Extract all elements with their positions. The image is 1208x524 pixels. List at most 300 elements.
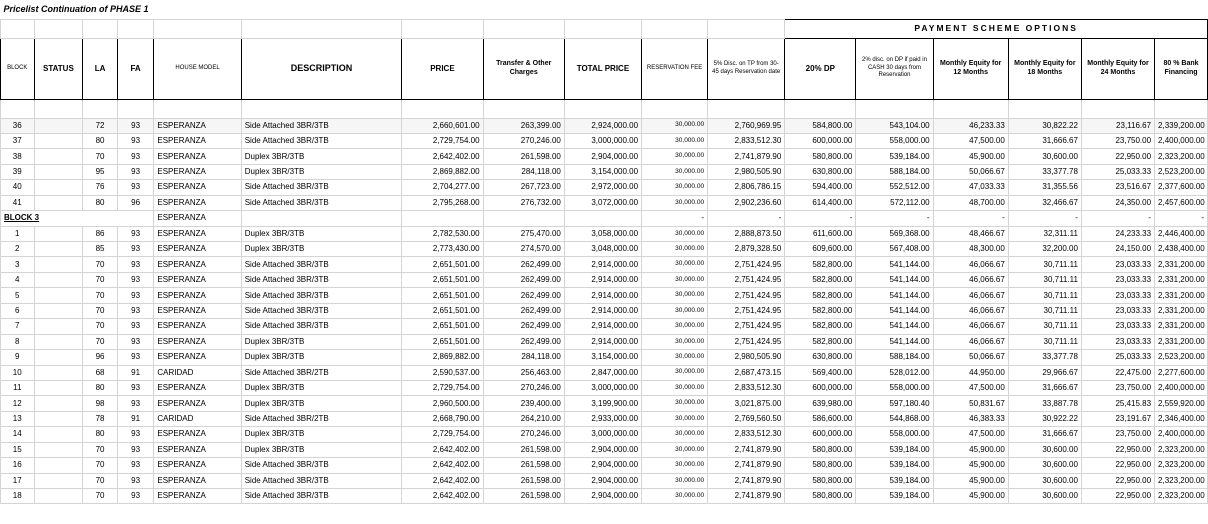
table-cell[interactable]: ESPERANZA <box>154 118 241 133</box>
table-cell[interactable]: 582,800.00 <box>785 272 856 287</box>
table-cell[interactable]: Duplex 3BR/3TB <box>241 334 402 349</box>
table-cell[interactable]: 614,400.00 <box>785 195 856 210</box>
table-cell[interactable]: 584,800.00 <box>785 118 856 133</box>
table-cell[interactable]: 31,666.67 <box>1008 380 1081 395</box>
table-cell[interactable]: - <box>1081 211 1154 226</box>
table-cell[interactable] <box>34 257 83 272</box>
table-cell[interactable]: 2,323,200.00 <box>1155 489 1208 504</box>
table-cell[interactable]: 30,000.00 <box>642 180 708 195</box>
table-cell[interactable]: 93 <box>117 242 154 257</box>
table-cell[interactable]: Side Attached 3BR/2TB <box>241 365 402 380</box>
table-cell[interactable]: Side Attached 3BR/3TB <box>241 473 402 488</box>
header-price[interactable]: PRICE <box>402 38 483 99</box>
table-cell[interactable]: 29,966.67 <box>1008 365 1081 380</box>
table-cell[interactable]: 30,922.22 <box>1008 411 1081 426</box>
table-cell[interactable]: 582,800.00 <box>785 257 856 272</box>
table-cell[interactable]: 46,066.67 <box>933 257 1008 272</box>
table-cell[interactable]: ESPERANZA <box>154 489 241 504</box>
table-cell[interactable]: 30,000.00 <box>642 319 708 334</box>
table-cell[interactable]: 630,800.00 <box>785 164 856 179</box>
table-cell[interactable]: 274,570.00 <box>483 242 564 257</box>
table-cell[interactable]: 544,868.00 <box>856 411 933 426</box>
table-cell[interactable]: ESPERANZA <box>154 303 241 318</box>
table-cell[interactable]: 267,723.00 <box>483 180 564 195</box>
table-cell[interactable]: 17 <box>1 473 35 488</box>
header-disc-dp[interactable]: 2% disc. on DP if paid in CASH 30 days from Reservation <box>856 38 933 99</box>
table-cell[interactable]: 588,184.00 <box>856 350 933 365</box>
table-cell[interactable]: 40 <box>1 180 35 195</box>
table-cell[interactable]: - <box>708 211 785 226</box>
table-cell[interactable]: 23,033.33 <box>1081 272 1154 287</box>
table-cell[interactable]: 600,000.00 <box>785 427 856 442</box>
table-cell[interactable]: 2,795,268.00 <box>402 195 483 210</box>
table-cell[interactable]: 2,741,879.90 <box>708 442 785 457</box>
table-cell[interactable]: 46,233.33 <box>933 118 1008 133</box>
table-cell[interactable]: Duplex 3BR/3TB <box>241 396 402 411</box>
table-cell[interactable]: 594,400.00 <box>785 180 856 195</box>
table-cell[interactable]: 2,559,920.00 <box>1155 396 1208 411</box>
table-cell[interactable]: 14 <box>1 427 35 442</box>
table-cell[interactable]: 30,000.00 <box>642 303 708 318</box>
table-cell[interactable]: 46,066.67 <box>933 303 1008 318</box>
table-cell[interactable]: 541,144.00 <box>856 288 933 303</box>
table-cell[interactable]: 93 <box>117 149 154 164</box>
table-cell[interactable]: 30,000.00 <box>642 149 708 164</box>
table-cell[interactable]: 270,246.00 <box>483 427 564 442</box>
table-cell[interactable]: ESPERANZA <box>154 164 241 179</box>
table-cell[interactable]: 2,651,501.00 <box>402 334 483 349</box>
table-cell[interactable]: 46,383.33 <box>933 411 1008 426</box>
table-cell[interactable]: 541,144.00 <box>856 257 933 272</box>
table-cell[interactable]: ESPERANZA <box>154 473 241 488</box>
table-cell[interactable]: 3,154,000.00 <box>564 350 641 365</box>
table-cell[interactable]: Side Attached 3BR/3TB <box>241 195 402 210</box>
table-cell[interactable]: 70 <box>83 458 118 473</box>
table-cell[interactable]: 70 <box>83 442 118 457</box>
table-cell[interactable]: 30,000.00 <box>642 257 708 272</box>
table-cell[interactable]: 2,687,473.15 <box>708 365 785 380</box>
table-cell[interactable]: 261,598.00 <box>483 489 564 504</box>
table-cell[interactable]: 37 <box>1 133 35 148</box>
table-cell[interactable] <box>402 211 483 226</box>
table-cell[interactable]: 2,438,400.00 <box>1155 242 1208 257</box>
table-cell[interactable]: 30,600.00 <box>1008 149 1081 164</box>
header-house-model[interactable]: HOUSE MODEL <box>154 38 241 99</box>
table-cell[interactable]: 93 <box>117 257 154 272</box>
table-cell[interactable]: Side Attached 3BR/3TB <box>241 180 402 195</box>
table-cell[interactable]: 80 <box>83 427 118 442</box>
table-cell[interactable]: ESPERANZA <box>154 226 241 241</box>
table-cell[interactable]: 539,184.00 <box>856 442 933 457</box>
table-cell[interactable]: 98 <box>83 396 118 411</box>
table-cell[interactable] <box>34 411 83 426</box>
table-cell[interactable]: 558,000.00 <box>856 133 933 148</box>
table-cell[interactable]: 31,355.56 <box>1008 180 1081 195</box>
table-cell[interactable]: Side Attached 3BR/3TB <box>241 303 402 318</box>
table-cell[interactable]: 93 <box>117 396 154 411</box>
table-cell[interactable]: 93 <box>117 458 154 473</box>
table-cell[interactable]: 30,000.00 <box>642 242 708 257</box>
table-cell[interactable] <box>34 118 83 133</box>
table-cell[interactable]: 262,499.00 <box>483 272 564 287</box>
table-cell[interactable]: ESPERANZA <box>154 149 241 164</box>
table-cell[interactable]: 8 <box>1 334 35 349</box>
table-cell[interactable]: Duplex 3BR/3TB <box>241 427 402 442</box>
table-cell[interactable]: 541,144.00 <box>856 303 933 318</box>
table-cell[interactable]: 2,642,402.00 <box>402 473 483 488</box>
table-cell[interactable]: 2,924,000.00 <box>564 118 641 133</box>
table-cell[interactable]: 2,651,501.00 <box>402 288 483 303</box>
table-cell[interactable]: 541,144.00 <box>856 272 933 287</box>
table-cell[interactable]: 30,000.00 <box>642 489 708 504</box>
table-cell[interactable]: 2,888,873.50 <box>708 226 785 241</box>
table-cell[interactable]: 32,311.11 <box>1008 226 1081 241</box>
table-cell[interactable]: 2,904,000.00 <box>564 149 641 164</box>
table-cell[interactable]: 2,902,236.60 <box>708 195 785 210</box>
table-cell[interactable]: 582,800.00 <box>785 334 856 349</box>
table-cell[interactable]: 5 <box>1 288 35 303</box>
header-transfer[interactable]: Transfer & Other Charges <box>483 38 564 99</box>
table-cell[interactable]: 2,590,537.00 <box>402 365 483 380</box>
table-cell[interactable]: 2,741,879.90 <box>708 489 785 504</box>
table-cell[interactable]: 47,033.33 <box>933 180 1008 195</box>
table-cell[interactable]: 2,869,882.00 <box>402 350 483 365</box>
table-cell[interactable] <box>34 195 83 210</box>
table-cell[interactable]: 2,331,200.00 <box>1155 272 1208 287</box>
table-cell[interactable]: 24,233.33 <box>1081 226 1154 241</box>
table-cell[interactable]: 30,000.00 <box>642 396 708 411</box>
table-cell[interactable]: 30,000.00 <box>642 133 708 148</box>
table-cell[interactable]: 25,033.33 <box>1081 164 1154 179</box>
table-cell[interactable]: 45,900.00 <box>933 442 1008 457</box>
table-cell[interactable]: 45,900.00 <box>933 149 1008 164</box>
table-cell[interactable]: 30,000.00 <box>642 118 708 133</box>
table-cell[interactable]: Duplex 3BR/3TB <box>241 380 402 395</box>
table-cell[interactable]: 2,277,600.00 <box>1155 365 1208 380</box>
table-cell[interactable]: 30,711.11 <box>1008 257 1081 272</box>
table-cell[interactable]: 70 <box>83 257 118 272</box>
table-cell[interactable] <box>34 180 83 195</box>
table-cell[interactable]: ESPERANZA <box>154 319 241 334</box>
table-cell[interactable]: 262,499.00 <box>483 257 564 272</box>
table-cell[interactable]: 22,950.00 <box>1081 442 1154 457</box>
table-cell[interactable]: 2,323,200.00 <box>1155 473 1208 488</box>
table-cell[interactable]: 93 <box>117 442 154 457</box>
table-cell[interactable]: 2,651,501.00 <box>402 257 483 272</box>
table-cell[interactable] <box>34 164 83 179</box>
table-cell[interactable]: 2,914,000.00 <box>564 303 641 318</box>
table-cell[interactable]: 2,377,600.00 <box>1155 180 1208 195</box>
table-cell[interactable]: 2,729,754.00 <box>402 380 483 395</box>
table-cell[interactable]: 80 <box>83 195 118 210</box>
table-cell[interactable]: 2,773,430.00 <box>402 242 483 257</box>
table-cell[interactable]: 261,598.00 <box>483 458 564 473</box>
table-cell[interactable]: ESPERANZA <box>154 380 241 395</box>
table-cell[interactable]: 25,415.83 <box>1081 396 1154 411</box>
header-la[interactable]: LA <box>83 38 118 99</box>
table-cell[interactable]: 2,642,402.00 <box>402 149 483 164</box>
table-cell[interactable] <box>34 149 83 164</box>
table-cell[interactable]: 30,600.00 <box>1008 473 1081 488</box>
header-me24[interactable]: Monthly Equity for 24 Months <box>1081 38 1154 99</box>
table-cell[interactable]: 46,066.67 <box>933 288 1008 303</box>
table-cell[interactable]: Side Attached 3BR/3TB <box>241 272 402 287</box>
table-cell[interactable]: 93 <box>117 380 154 395</box>
table-cell[interactable]: 93 <box>117 272 154 287</box>
table-cell[interactable]: 32,200.00 <box>1008 242 1081 257</box>
table-cell[interactable]: 262,499.00 <box>483 288 564 303</box>
table-cell[interactable]: ESPERANZA <box>154 427 241 442</box>
table-cell[interactable]: 22,950.00 <box>1081 458 1154 473</box>
table-cell[interactable]: 541,144.00 <box>856 334 933 349</box>
table-cell[interactable]: 572,112.00 <box>856 195 933 210</box>
table-cell[interactable]: 2,642,402.00 <box>402 442 483 457</box>
table-cell[interactable]: 45,900.00 <box>933 489 1008 504</box>
table-cell[interactable]: 2,704,277.00 <box>402 180 483 195</box>
table-cell[interactable]: 2,323,200.00 <box>1155 149 1208 164</box>
table-cell[interactable]: Side Attached 3BR/3TB <box>241 288 402 303</box>
table-cell[interactable]: 609,600.00 <box>785 242 856 257</box>
table-cell[interactable]: 2,833,512.30 <box>708 427 785 442</box>
table-cell[interactable]: 33,377.78 <box>1008 350 1081 365</box>
table-cell[interactable]: 270,246.00 <box>483 133 564 148</box>
table-cell[interactable]: 47,500.00 <box>933 380 1008 395</box>
table-cell[interactable]: 30,711.11 <box>1008 288 1081 303</box>
table-cell[interactable]: 45,900.00 <box>933 473 1008 488</box>
table-cell[interactable]: 30,600.00 <box>1008 458 1081 473</box>
header-disc-tp[interactable]: 5% Disc. on TP from 30-45 days Reservation date <box>708 38 785 99</box>
table-cell[interactable]: 2,904,000.00 <box>564 473 641 488</box>
table-cell[interactable]: 50,831.67 <box>933 396 1008 411</box>
table-cell[interactable]: 2,323,200.00 <box>1155 458 1208 473</box>
table-cell[interactable]: 12 <box>1 396 35 411</box>
table-cell[interactable] <box>34 334 83 349</box>
table-cell[interactable]: 2,651,501.00 <box>402 272 483 287</box>
table-cell[interactable]: 2,331,200.00 <box>1155 303 1208 318</box>
table-cell[interactable]: 2,914,000.00 <box>564 257 641 272</box>
table-cell[interactable]: 23,033.33 <box>1081 288 1154 303</box>
table-cell[interactable] <box>34 396 83 411</box>
table-cell[interactable]: 2,914,000.00 <box>564 334 641 349</box>
table-cell[interactable]: 46,066.67 <box>933 334 1008 349</box>
table-cell[interactable]: 47,500.00 <box>933 427 1008 442</box>
table-cell[interactable]: 78 <box>83 411 118 426</box>
table-cell[interactable]: 25,033.33 <box>1081 350 1154 365</box>
table-cell[interactable]: ESPERANZA <box>154 458 241 473</box>
table-cell[interactable] <box>241 211 402 226</box>
table-cell[interactable]: 30,000.00 <box>642 164 708 179</box>
table-cell[interactable]: 2,782,530.00 <box>402 226 483 241</box>
table-cell[interactable]: 93 <box>117 473 154 488</box>
table-cell[interactable]: 22,950.00 <box>1081 473 1154 488</box>
table-cell[interactable]: 2,400,000.00 <box>1155 427 1208 442</box>
table-cell[interactable]: 539,184.00 <box>856 149 933 164</box>
table-cell[interactable]: 2,751,424.95 <box>708 303 785 318</box>
table-cell[interactable]: 23,033.33 <box>1081 257 1154 272</box>
table-cell[interactable]: 30,711.11 <box>1008 272 1081 287</box>
table-cell[interactable]: 70 <box>83 149 118 164</box>
table-cell[interactable]: 72 <box>83 118 118 133</box>
table-cell[interactable]: 30,000.00 <box>642 288 708 303</box>
table-cell[interactable]: 93 <box>117 427 154 442</box>
table-cell[interactable]: 7 <box>1 319 35 334</box>
table-cell[interactable]: 30,000.00 <box>642 350 708 365</box>
table-cell[interactable]: 541,144.00 <box>856 319 933 334</box>
table-cell[interactable]: 270,246.00 <box>483 380 564 395</box>
table-cell[interactable]: Side Attached 3BR/3TB <box>241 257 402 272</box>
header-description[interactable]: DESCRIPTION <box>241 38 402 99</box>
table-cell[interactable]: 23,033.33 <box>1081 334 1154 349</box>
table-cell[interactable]: 580,800.00 <box>785 489 856 504</box>
table-cell[interactable] <box>34 226 83 241</box>
table-cell[interactable]: 93 <box>117 489 154 504</box>
table-cell[interactable]: 2,729,754.00 <box>402 427 483 442</box>
table-cell[interactable]: 30,000.00 <box>642 427 708 442</box>
table-cell[interactable]: 528,012.00 <box>856 365 933 380</box>
table-cell[interactable]: 45,900.00 <box>933 458 1008 473</box>
table-cell[interactable]: 6 <box>1 303 35 318</box>
table-cell[interactable]: 38 <box>1 149 35 164</box>
table-cell[interactable]: 30,822.22 <box>1008 118 1081 133</box>
table-cell[interactable]: 30,000.00 <box>642 442 708 457</box>
table-cell[interactable] <box>34 350 83 365</box>
table-cell[interactable]: 2,769,560.50 <box>708 411 785 426</box>
table-cell[interactable] <box>483 211 564 226</box>
table-cell[interactable]: Side Attached 3BR/3TB <box>241 118 402 133</box>
table-cell[interactable]: 582,800.00 <box>785 319 856 334</box>
table-cell[interactable]: 68 <box>83 365 118 380</box>
table-cell[interactable]: 2 <box>1 242 35 257</box>
table-cell[interactable]: 70 <box>83 473 118 488</box>
table-cell[interactable]: Side Attached 3BR/3TB <box>241 319 402 334</box>
table-cell[interactable]: 44,950.00 <box>933 365 1008 380</box>
header-status[interactable]: STATUS <box>34 38 83 99</box>
table-cell[interactable]: 543,104.00 <box>856 118 933 133</box>
table-cell[interactable]: 275,470.00 <box>483 226 564 241</box>
table-cell[interactable]: CARIDAD <box>154 365 241 380</box>
table-cell[interactable]: ESPERANZA <box>154 195 241 210</box>
table-cell[interactable]: 86 <box>83 226 118 241</box>
table-cell[interactable] <box>34 380 83 395</box>
table-cell[interactable]: 3,000,000.00 <box>564 133 641 148</box>
table-cell[interactable]: 30,000.00 <box>642 365 708 380</box>
table-cell[interactable]: 264,210.00 <box>483 411 564 426</box>
table-cell[interactable]: Duplex 3BR/3TB <box>241 226 402 241</box>
table-cell[interactable]: 2,339,200.00 <box>1155 118 1208 133</box>
table-cell[interactable]: 2,972,000.00 <box>564 180 641 195</box>
table-cell[interactable]: 32,466.67 <box>1008 195 1081 210</box>
table-cell[interactable]: 580,800.00 <box>785 442 856 457</box>
table-cell[interactable]: 93 <box>117 118 154 133</box>
table-cell[interactable]: 539,184.00 <box>856 489 933 504</box>
table-cell[interactable]: 70 <box>83 319 118 334</box>
table-cell[interactable]: 2,741,879.90 <box>708 458 785 473</box>
table-cell[interactable]: 96 <box>83 350 118 365</box>
table-cell[interactable]: 70 <box>83 288 118 303</box>
table-cell[interactable]: 93 <box>117 180 154 195</box>
table-cell[interactable]: 261,598.00 <box>483 149 564 164</box>
table-cell[interactable]: 93 <box>117 164 154 179</box>
table-cell[interactable]: 22,950.00 <box>1081 489 1154 504</box>
table-cell[interactable]: 23,750.00 <box>1081 427 1154 442</box>
table-cell[interactable]: 50,066.67 <box>933 164 1008 179</box>
table-cell[interactable]: 23,516.67 <box>1081 180 1154 195</box>
table-cell[interactable]: Duplex 3BR/3TB <box>241 242 402 257</box>
table-cell[interactable]: 2,642,402.00 <box>402 458 483 473</box>
table-cell[interactable]: 23,191.67 <box>1081 411 1154 426</box>
table-cell[interactable]: 600,000.00 <box>785 133 856 148</box>
table-cell[interactable]: 2,729,754.00 <box>402 133 483 148</box>
table-cell[interactable]: 10 <box>1 365 35 380</box>
table-cell[interactable]: 4 <box>1 272 35 287</box>
table-cell[interactable]: 2,751,424.95 <box>708 257 785 272</box>
table-cell[interactable]: 2,651,501.00 <box>402 319 483 334</box>
table-cell[interactable]: Side Attached 3BR/3TB <box>241 458 402 473</box>
table-cell[interactable]: 30,000.00 <box>642 226 708 241</box>
table-cell[interactable]: 597,180.40 <box>856 396 933 411</box>
table-cell[interactable]: 2,751,424.95 <box>708 272 785 287</box>
payment-scheme-header[interactable]: PAYMENT SCHEME OPTIONS <box>785 19 1208 38</box>
table-cell[interactable]: 70 <box>83 272 118 287</box>
table-cell[interactable]: 93 <box>117 133 154 148</box>
table-cell[interactable]: 2,668,790.00 <box>402 411 483 426</box>
table-cell[interactable]: 76 <box>83 180 118 195</box>
table-cell[interactable]: 2,523,200.00 <box>1155 350 1208 365</box>
table-cell[interactable]: 2,914,000.00 <box>564 272 641 287</box>
table-cell[interactable]: - <box>642 211 708 226</box>
table-cell[interactable]: 39 <box>1 164 35 179</box>
table-cell[interactable]: ESPERANZA <box>154 242 241 257</box>
table-cell[interactable]: 91 <box>117 411 154 426</box>
table-cell[interactable]: 31,666.67 <box>1008 133 1081 148</box>
table-cell[interactable]: - <box>933 211 1008 226</box>
table-cell[interactable]: 2,346,400.00 <box>1155 411 1208 426</box>
table-cell[interactable]: 23,750.00 <box>1081 380 1154 395</box>
table-cell[interactable]: 582,800.00 <box>785 303 856 318</box>
table-cell[interactable]: 30,600.00 <box>1008 442 1081 457</box>
table-cell[interactable]: 93 <box>117 350 154 365</box>
table-cell[interactable]: 23,116.67 <box>1081 118 1154 133</box>
table-cell[interactable]: 36 <box>1 118 35 133</box>
table-cell[interactable]: Side Attached 3BR/3TB <box>241 133 402 148</box>
table-cell[interactable]: 611,600.00 <box>785 226 856 241</box>
table-cell[interactable]: 2,523,200.00 <box>1155 164 1208 179</box>
table-cell[interactable]: 18 <box>1 489 35 504</box>
table-cell[interactable]: 31,666.67 <box>1008 427 1081 442</box>
table-cell[interactable]: Side Attached 3BR/3TB <box>241 489 402 504</box>
table-cell[interactable]: ESPERANZA <box>154 334 241 349</box>
table-cell[interactable]: 2,847,000.00 <box>564 365 641 380</box>
table-cell[interactable] <box>34 319 83 334</box>
table-cell[interactable]: 2,323,200.00 <box>1155 442 1208 457</box>
table-cell[interactable] <box>34 272 83 287</box>
table-cell[interactable]: 262,499.00 <box>483 303 564 318</box>
table-cell[interactable]: 2,751,424.95 <box>708 334 785 349</box>
table-cell[interactable]: ESPERANZA <box>154 396 241 411</box>
table-cell[interactable]: 3,021,875.00 <box>708 396 785 411</box>
header-me18[interactable]: Monthly Equity for 18 Months <box>1008 38 1081 99</box>
table-cell[interactable]: 48,700.00 <box>933 195 1008 210</box>
table-cell[interactable]: 11 <box>1 380 35 395</box>
table-cell[interactable] <box>34 473 83 488</box>
table-cell[interactable]: 261,598.00 <box>483 473 564 488</box>
table-cell[interactable]: 3,154,000.00 <box>564 164 641 179</box>
table-cell[interactable]: 93 <box>117 303 154 318</box>
table-cell[interactable]: - <box>1155 211 1208 226</box>
table-cell[interactable]: 22,475.00 <box>1081 365 1154 380</box>
table-cell[interactable]: 569,400.00 <box>785 365 856 380</box>
table-cell[interactable]: 2,869,882.00 <box>402 164 483 179</box>
